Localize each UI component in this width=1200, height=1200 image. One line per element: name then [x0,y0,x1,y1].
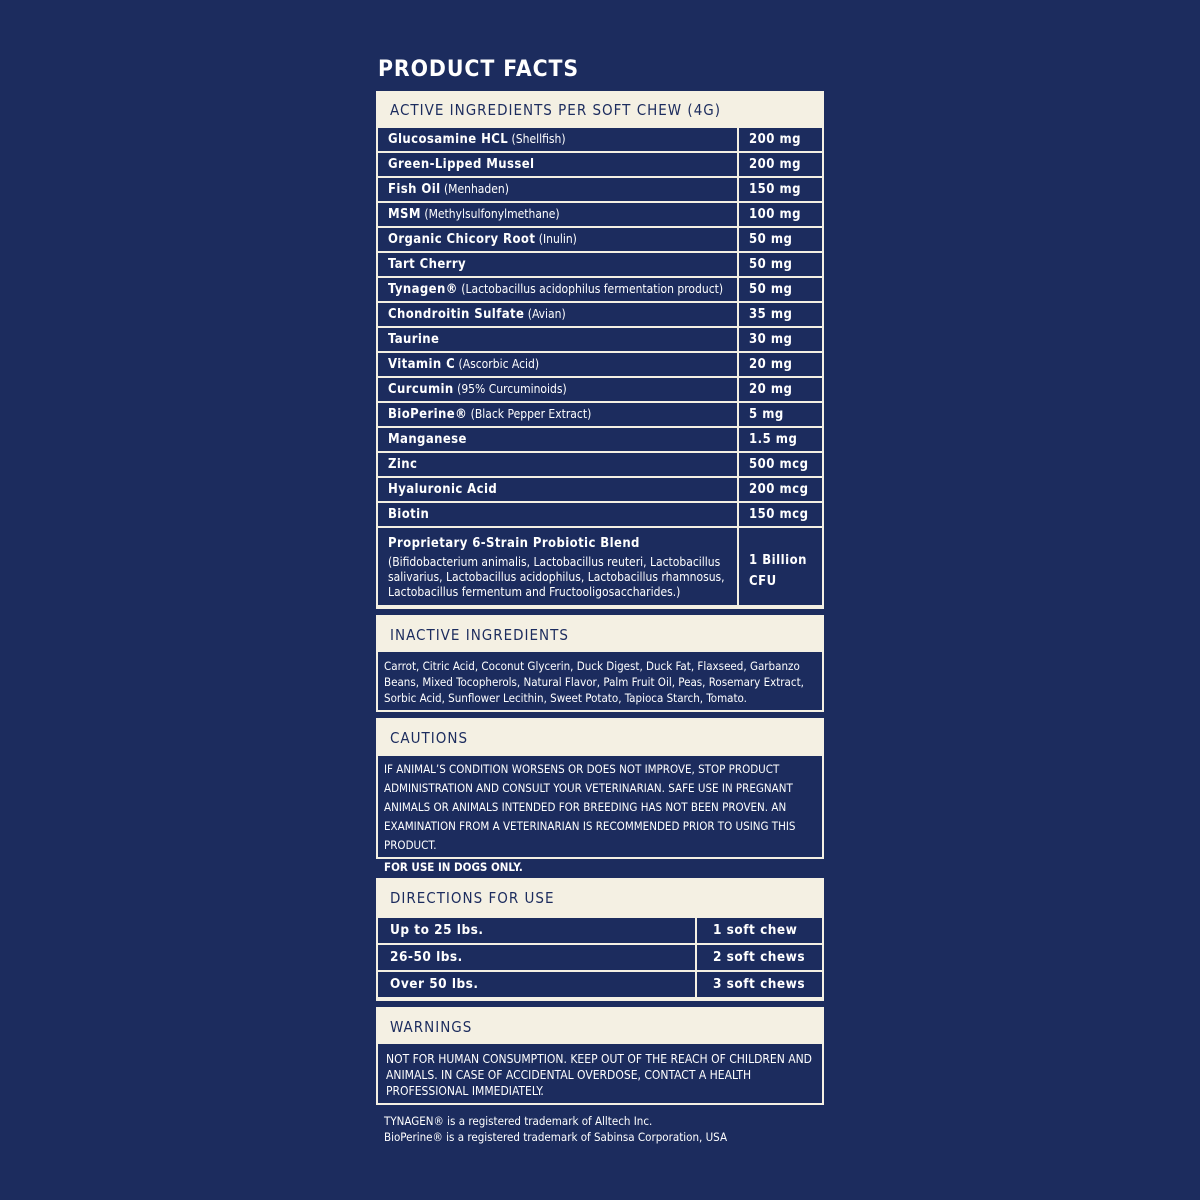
ingredient-name: Organic Chicory Root [388,232,536,247]
ingredient-amount: 1.5 mg [737,428,822,451]
product-facts-label [376,56,824,1145]
table-row [378,278,822,301]
ingredient-amount: 5 mg [737,403,822,426]
ingredient-name: Curcumin [388,382,454,397]
blend-amount: 1 Billion [749,553,808,568]
inactive-ingredients-heading: INACTIVE INGREDIENTS [390,625,569,644]
ingredient-note: (Ascorbic Acid) [455,357,540,371]
inactive-ingredients-panel [376,615,824,712]
trademark-note-bioperine: BioPerine® is a registered trademark of Sabinsa Corporation, USA [384,1130,728,1144]
dose-amount: 2 soft chews [695,945,822,970]
dose-amount: 3 soft chews [695,972,822,997]
cautions-heading: CAUTIONS [390,729,469,747]
cautions-panel [376,718,824,859]
blend-amount-unit: CFU [749,574,777,589]
warnings-heading: WARNINGS [390,1017,473,1036]
ingredient-name: Taurine [388,332,440,347]
ingredient-amount: 150 mcg [737,503,822,526]
trademark-notes [376,1111,824,1145]
ingredient-name: Vitamin C [388,357,456,372]
ingredient-name: Tynagen® [388,282,458,297]
active-ingredients-panel [376,91,824,609]
ingredient-note: (Inulin) [535,232,577,246]
ingredient-amount: 20 mg [737,353,822,376]
ingredient-amount: 500 mcg [737,453,822,476]
ingredient-name: Chondroitin Sulfate [388,307,525,322]
ingredient-amount: 20 mg [737,378,822,401]
dose-weight: Up to 25 lbs. [378,918,695,943]
warnings-text: NOT FOR HUMAN CONSUMPTION. KEEP OUT OF THE REACH OF CHILDREN AND ANIMALS. IN CASE OF ACCIDENTAL OVERDOSE, CONTACT A HEALTH PROFESSIONAL IMMEDIATELY. [378,1044,822,1103]
ingredient-name: Fish Oil [388,182,441,197]
table-row [378,428,822,451]
table-row [378,328,822,351]
dogs-only-note: FOR USE IN DOGS ONLY. [384,860,523,874]
ingredient-note: (Avian) [524,307,566,321]
dose-weight: Over 50 lbs. [378,972,695,997]
ingredient-amount: 30 mg [737,328,822,351]
warnings-panel [376,1007,824,1105]
table-row [378,203,822,226]
table-row [378,303,822,326]
ingredient-name: Manganese [388,432,467,447]
table-row [378,178,822,201]
ingredient-amount: 50 mg [737,253,822,276]
ingredient-note: (Black Pepper Extract) [467,407,592,421]
table-row [378,253,822,276]
ingredient-amount: 200 mg [737,153,822,176]
dose-amount: 1 soft chew [695,918,822,943]
table-row [378,228,822,251]
ingredient-name: Zinc [388,457,418,472]
ingredient-note: (Lactobacillus acidophilus fermentation product) [457,282,724,296]
inactive-ingredients-text: Carrot, Citric Acid, Coconut Glycerin, Duck Digest, Duck Fat, Flaxseed, Garbanzo Beans, Mixed Tocopherols, Natural Flavor, Palm Fruit Oil, Peas, Rosemary Extract, Sorbic Acid, Sunflower Lecithin, Sweet Potato, Tapioca Starch, Tomato. [378,652,822,710]
dose-weight: 26-50 lbs. [378,945,695,970]
ingredient-name: BioPerine® [388,407,468,422]
directions-panel [376,878,824,1001]
table-row [378,353,822,376]
table-row-probiotic-blend [378,528,822,605]
ingredient-amount: 150 mg [737,178,822,201]
table-row [378,918,822,943]
directions-table [378,916,822,999]
cautions-text: IF ANIMAL’S CONDITION WORSENS OR DOES NOT IMPROVE, STOP PRODUCT ADMINISTRATION AND CONSULT YOUR VETERINARIAN. SAFE USE IN PREGNANT ANIMALS OR ANIMALS INTENDED FOR BREEDING HAS NOT BEEN PROVEN. AN EXAMINATION FROM A VETERINARIAN IS RECOMMENDED PRIOR TO USING THIS PRODUCT. [378,756,822,857]
ingredient-amount: 50 mg [737,228,822,251]
active-ingredients-heading: ACTIVE INGREDIENTS PER SOFT CHEW (4G) [390,100,722,119]
table-row [378,153,822,176]
ingredient-amount: 100 mg [737,203,822,226]
ingredient-note: (Menhaden) [440,182,509,196]
blend-description: (Bifidobacterium animalis, Lactobacillus reuteri, Lactobacillus salivarius, Lactobacillus acidophilus, Lactobacillus rhamnosus, Lactobacillus fermentum and Fructooligosaccharides.) [388,555,725,599]
table-row [378,478,822,501]
ingredient-name: Biotin [388,507,430,522]
table-row [378,972,822,997]
ingredient-name: Hyaluronic Acid [388,482,498,497]
ingredient-name: Tart Cherry [388,257,467,272]
table-row [378,128,822,151]
page-title: PRODUCT FACTS [378,57,580,82]
table-row [378,945,822,970]
trademark-note-tynagen: TYNAGEN® is a registered trademark of Alltech Inc. [384,1114,653,1128]
ingredient-amount: 200 mcg [737,478,822,501]
table-row [378,378,822,401]
ingredient-amount: 35 mg [737,303,822,326]
ingredient-note: (95% Curcuminoids) [453,382,567,396]
ingredient-name: Green-Lipped Mussel [388,157,535,172]
table-row [378,453,822,476]
table-row [378,403,822,426]
active-ingredients-table [378,126,822,607]
ingredient-note: (Shellfish) [508,132,566,146]
ingredient-name: MSM [388,207,421,222]
ingredient-amount: 200 mg [737,128,822,151]
blend-name: Proprietary 6-Strain Probiotic Blend [388,536,640,551]
table-row [378,503,822,526]
ingredient-note: (Methylsulfonylmethane) [420,207,560,221]
ingredient-amount: 50 mg [737,278,822,301]
ingredient-name: Glucosamine HCL [388,132,509,147]
directions-heading: DIRECTIONS FOR USE [390,889,555,907]
